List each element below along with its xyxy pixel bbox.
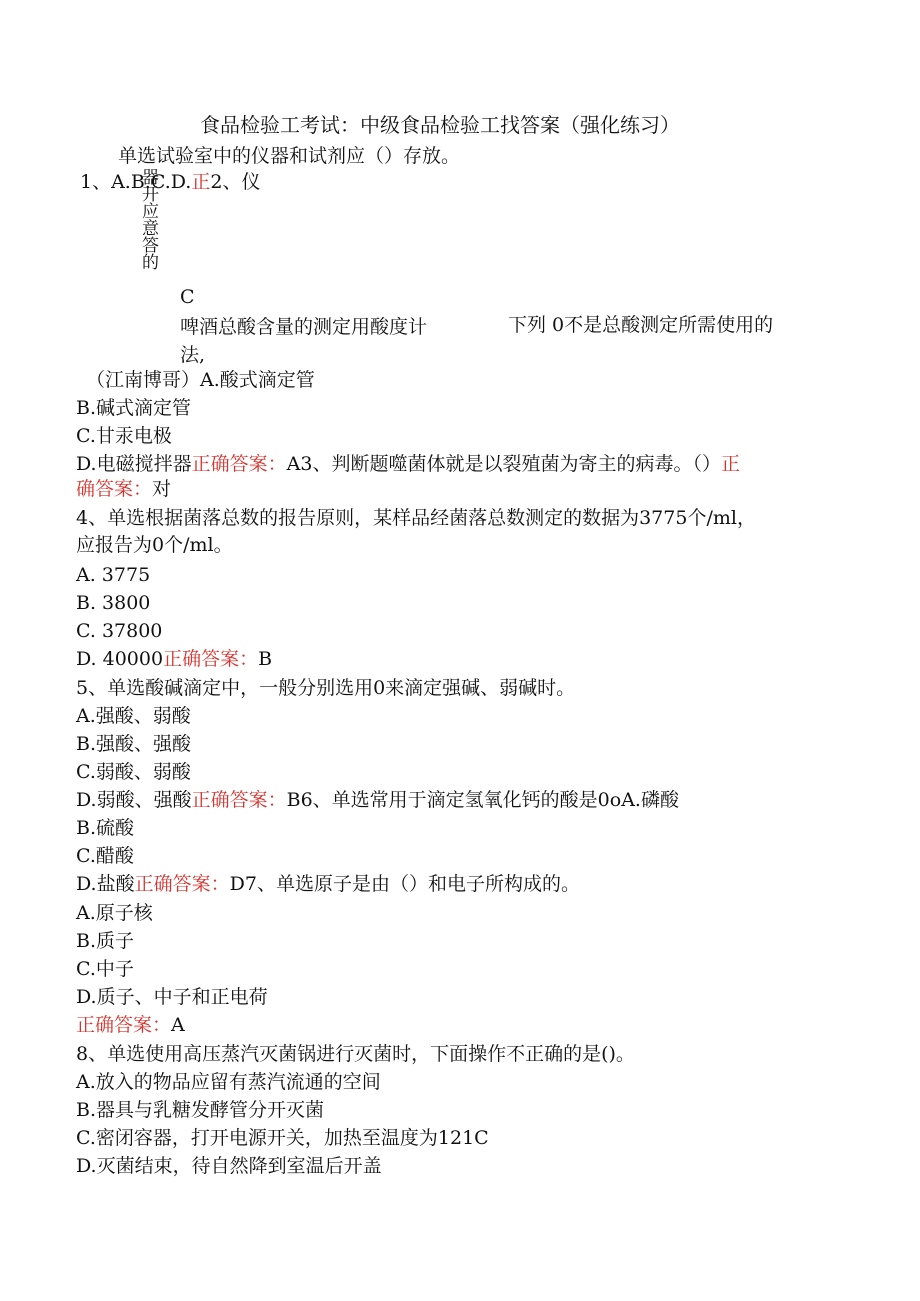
q4-option-c: C. 37800: [76, 620, 163, 642]
q2-stem-left: 啤酒总酸含量的测定用酸度计: [180, 316, 428, 338]
q6-option-c: C.醋酸: [76, 845, 134, 867]
q7-answer: A: [171, 1014, 185, 1036]
q5-option-d-line: [76, 788, 679, 812]
q3-answer-line: [76, 477, 171, 501]
q8-option-d: D.灭菌结束，待自然降到室温后开盖: [76, 1155, 382, 1177]
q4-stem-2: 应报告为0个/ml。: [76, 534, 233, 556]
q6-option-b: B.硫酸: [76, 817, 135, 839]
q7-option-b: B.质子: [76, 930, 135, 952]
q7-option-a: A.原子核: [76, 902, 153, 924]
q2-stem-right: 下列 0不是总酸测定所需使用的: [508, 314, 774, 336]
q1-options-text: 1、A.B.C.D.: [80, 171, 192, 193]
q1-answer-fragment: 正: [191, 171, 211, 193]
q5-option-a: A.强酸、弱酸: [76, 705, 191, 727]
q5-option-b: B.强酸、强酸: [76, 733, 192, 755]
q4-option-b: B. 3800: [76, 592, 151, 614]
q7-stem: 7、单选原子是由（）和电子所构成的。: [244, 873, 580, 895]
q5-option-c: C.弱酸、弱酸: [76, 761, 191, 783]
q6-stem: 6、单选常用于滴定氢氧化钙的酸是0oA.磷酸: [300, 789, 679, 811]
answer-label: 正确答案：: [163, 648, 259, 670]
vertical-text: 器开应意答的: [138, 168, 158, 270]
answer-label: 正确答案：: [76, 1014, 172, 1036]
q8-option-b: B.器具与乳糖发酵管分开灭菌: [76, 1099, 325, 1121]
q6-option-d: D.盐酸: [76, 873, 135, 895]
page-title: 食品检验工考试：中级食品检验工找答案（强化练习）: [200, 113, 680, 137]
q8-stem: 8、单选使用高压蒸汽灭菌锅进行灭菌时，下面操作不正确的是()。: [76, 1043, 635, 1065]
q4-stem: 4、单选根据菌落总数的报告原则，某样品经菌落总数测定的数据为3775个/ml，: [76, 507, 756, 529]
q8-option-c: C.密闭容器，打开电源开关，加热至温度为121C: [76, 1127, 489, 1149]
q2-option-b: B.碱式滴定管: [76, 397, 192, 419]
q7-option-c: C.中子: [76, 958, 134, 980]
q4-option-a: A. 3775: [76, 564, 151, 586]
answer-label-fragment: 正: [720, 453, 740, 475]
q4-option-d: D. 40000: [76, 648, 164, 670]
q5-stem: 5、单选酸碱滴定中，一般分别选用0来滴定强碱、弱碱时。: [76, 677, 576, 699]
q2-option-d: D.电磁搅拌器: [76, 453, 192, 475]
q2-number-start: 2、仪: [210, 171, 261, 193]
q6-option-d-line: [76, 872, 580, 896]
q2-option-d-line: [76, 452, 740, 476]
answer-label: 正确答案：: [191, 453, 287, 475]
q7-answer-line: [76, 1013, 185, 1037]
q8-option-a: A.放入的物品应留有蒸汽流通的空间: [76, 1071, 381, 1093]
q3-stem: 3、判断题噬菌体就是以裂殖菌为寄主的病毒。（）: [300, 453, 721, 475]
q7-option-d: D.质子、中子和正电荷: [76, 986, 268, 1008]
answer-label: 正确答案：: [191, 789, 287, 811]
q5-answer: B: [286, 789, 301, 811]
q2-option-c: C.甘汞电极: [76, 425, 172, 447]
q3-answer: 对: [152, 478, 172, 500]
q2-answer: A: [286, 453, 301, 475]
q4-answer: B: [258, 648, 273, 670]
q1-options: [80, 170, 260, 194]
q1-option-c: C: [180, 286, 195, 308]
answer-label: 确答案：: [76, 478, 153, 500]
q4-option-d-line: [76, 647, 272, 671]
q2-stem-left-2: 法,: [180, 344, 206, 366]
answer-label: 正确答案：: [134, 873, 230, 895]
q1-stem: 单选试验室中的仪器和试剂应（）存放。: [118, 145, 461, 167]
q6-answer: D: [229, 873, 245, 895]
q2-option-a: （江南博哥）A.酸式滴定管: [86, 369, 315, 391]
q5-option-d: D.弱酸、强酸: [76, 789, 192, 811]
